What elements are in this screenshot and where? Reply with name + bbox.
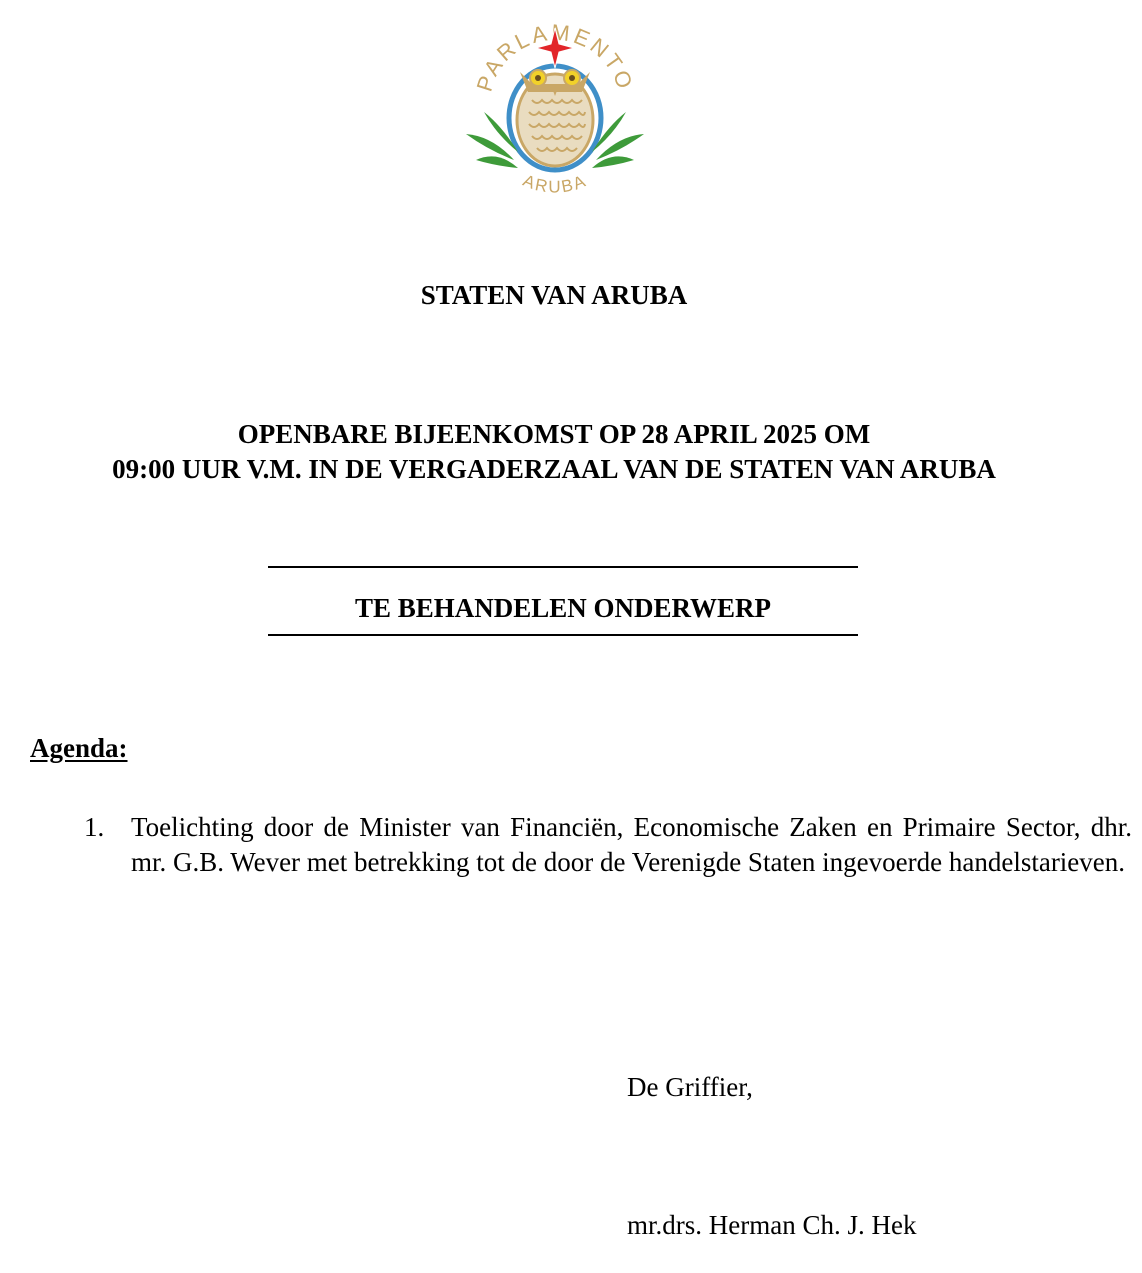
heading-rule-top bbox=[268, 566, 858, 568]
meeting-title-line-2: 09:00 UUR V.M. IN DE VERGADERZAAL VAN DE STATEN VAN ARUBA bbox=[112, 454, 996, 484]
signature-label: De Griffier, bbox=[627, 1072, 753, 1102]
parlamento-aruba-emblem bbox=[462, 0, 648, 215]
organization-title: STATEN VAN ARUBA bbox=[420, 280, 688, 310]
agenda-item bbox=[84, 810, 1132, 880]
meeting-title-line-1: OPENBARE BIJEENKOMST OP 28 APRIL 2025 OM bbox=[237, 419, 871, 449]
owl-emblem-icon bbox=[462, 0, 648, 215]
meeting-title bbox=[0, 417, 1108, 487]
signature-name: mr.drs. Herman Ch. J. Hek bbox=[627, 1210, 917, 1240]
agenda-item-number: 1. bbox=[84, 812, 105, 842]
emblem-top-text: PARLAMENTO bbox=[471, 19, 639, 95]
agenda-heading: Agenda: bbox=[30, 733, 128, 763]
subject-heading: TE BEHANDELEN ONDERWERP bbox=[354, 593, 772, 623]
agenda-item-text: Toelichting door de Minister van Financiën, Economische Zaken en Primaire Sector, dhr. mr. G.B. Wever met betrekking tot de door de Verenigde Staten ingevoerde handelstarieven. bbox=[131, 812, 1132, 877]
heading-rule-bottom bbox=[268, 634, 858, 636]
emblem-bottom-text: ARUBA bbox=[520, 170, 590, 197]
